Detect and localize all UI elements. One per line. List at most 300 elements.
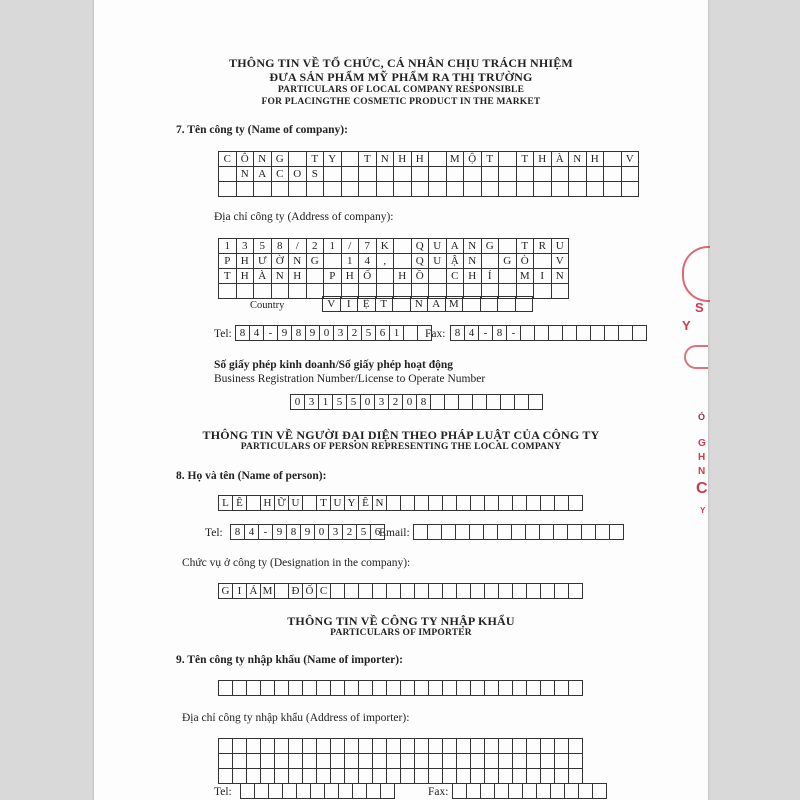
char-box[interactable]: Ệ	[358, 297, 376, 312]
char-box[interactable]: /	[341, 239, 359, 254]
char-box[interactable]	[537, 784, 551, 799]
char-box[interactable]	[387, 739, 401, 754]
char-box[interactable]	[459, 395, 473, 410]
char-box[interactable]	[247, 739, 261, 754]
char-box[interactable]: N	[254, 152, 272, 167]
char-box[interactable]	[373, 681, 387, 696]
char-box[interactable]	[317, 681, 331, 696]
char-box[interactable]	[577, 326, 591, 341]
char-box[interactable]	[516, 167, 534, 182]
char-box[interactable]	[414, 525, 428, 540]
char-box[interactable]	[376, 182, 394, 197]
char-box[interactable]	[289, 769, 303, 784]
char-box[interactable]: Đ	[289, 584, 303, 599]
char-box[interactable]	[591, 326, 605, 341]
char-box[interactable]: P	[219, 254, 237, 269]
char-box[interactable]: C	[271, 167, 289, 182]
char-box[interactable]: Y	[345, 496, 359, 511]
char-box[interactable]	[297, 784, 311, 799]
char-box[interactable]	[233, 754, 247, 769]
char-box[interactable]	[487, 395, 501, 410]
char-box[interactable]	[541, 754, 555, 769]
char-box[interactable]: H	[236, 269, 254, 284]
char-box[interactable]: Ê	[359, 496, 373, 511]
char-box[interactable]: 1	[219, 239, 237, 254]
char-box[interactable]	[303, 754, 317, 769]
char-box[interactable]: Á	[247, 584, 261, 599]
char-box[interactable]	[429, 739, 443, 754]
char-box[interactable]: U	[551, 239, 569, 254]
char-box[interactable]: T	[481, 152, 499, 167]
char-box[interactable]: Ô	[236, 152, 254, 167]
char-box[interactable]: À	[254, 269, 272, 284]
char-box[interactable]	[604, 152, 622, 167]
char-box[interactable]	[621, 167, 639, 182]
char-box[interactable]	[415, 739, 429, 754]
char-box[interactable]: Ộ	[464, 152, 482, 167]
char-box[interactable]	[582, 525, 596, 540]
char-box[interactable]: 5	[347, 395, 361, 410]
char-box[interactable]	[261, 754, 275, 769]
char-box[interactable]	[311, 784, 325, 799]
char-box[interactable]: 0	[403, 395, 417, 410]
char-box[interactable]: U	[289, 496, 303, 511]
char-box[interactable]	[247, 681, 261, 696]
char-box[interactable]	[499, 769, 513, 784]
char-box[interactable]	[485, 739, 499, 754]
char-box[interactable]: A	[428, 297, 446, 312]
importer-tel-grid[interactable]	[240, 783, 395, 799]
char-box[interactable]: G	[499, 254, 517, 269]
char-box[interactable]: 5	[362, 326, 376, 341]
char-box[interactable]	[219, 754, 233, 769]
char-box[interactable]	[401, 496, 415, 511]
char-box[interactable]	[604, 167, 622, 182]
char-box[interactable]	[345, 754, 359, 769]
char-box[interactable]: Ư	[254, 254, 272, 269]
char-box[interactable]	[443, 754, 457, 769]
char-box[interactable]	[411, 182, 429, 197]
char-box[interactable]	[331, 681, 345, 696]
char-box[interactable]	[499, 239, 517, 254]
char-box[interactable]: 8	[493, 326, 507, 341]
char-box[interactable]	[271, 284, 289, 299]
char-box[interactable]	[269, 784, 283, 799]
char-box[interactable]	[481, 167, 499, 182]
char-box[interactable]: N	[376, 152, 394, 167]
char-box[interactable]	[555, 584, 569, 599]
char-box[interactable]: 6	[376, 326, 390, 341]
char-box[interactable]	[499, 182, 517, 197]
char-box[interactable]: C	[446, 269, 464, 284]
char-box[interactable]	[303, 739, 317, 754]
char-box[interactable]	[535, 326, 549, 341]
char-box[interactable]	[569, 769, 583, 784]
char-box[interactable]: H	[586, 152, 604, 167]
char-box[interactable]: T	[219, 269, 237, 284]
char-box[interactable]	[586, 167, 604, 182]
char-box[interactable]	[480, 297, 498, 312]
char-box[interactable]: N	[271, 269, 289, 284]
char-box[interactable]: 9	[301, 525, 315, 540]
char-box[interactable]	[401, 754, 415, 769]
char-box[interactable]	[275, 754, 289, 769]
char-box[interactable]	[373, 584, 387, 599]
char-box[interactable]: U	[429, 254, 447, 269]
char-box[interactable]: Y	[324, 152, 342, 167]
char-box[interactable]: -	[264, 326, 278, 341]
char-box[interactable]	[470, 525, 484, 540]
char-box[interactable]	[429, 496, 443, 511]
char-box[interactable]	[621, 182, 639, 197]
char-box[interactable]	[376, 269, 394, 284]
char-box[interactable]: I	[534, 269, 552, 284]
char-box[interactable]	[387, 754, 401, 769]
char-box[interactable]	[373, 739, 387, 754]
char-box[interactable]: M	[445, 297, 463, 312]
char-box[interactable]	[289, 182, 307, 197]
char-box[interactable]: G	[271, 152, 289, 167]
char-box[interactable]	[527, 769, 541, 784]
char-box[interactable]	[359, 182, 377, 197]
char-box[interactable]: N	[464, 254, 482, 269]
char-box[interactable]	[289, 681, 303, 696]
char-box[interactable]	[303, 496, 317, 511]
char-box[interactable]: 2	[348, 326, 362, 341]
char-box[interactable]	[498, 525, 512, 540]
char-box[interactable]	[527, 739, 541, 754]
char-box[interactable]	[275, 739, 289, 754]
char-box[interactable]	[453, 784, 467, 799]
char-box[interactable]	[513, 769, 527, 784]
char-box[interactable]	[415, 584, 429, 599]
char-box[interactable]	[555, 739, 569, 754]
char-box[interactable]	[289, 754, 303, 769]
char-box[interactable]: /	[289, 239, 307, 254]
char-box[interactable]: Ò	[516, 254, 534, 269]
char-box[interactable]	[289, 152, 307, 167]
char-box[interactable]	[569, 496, 583, 511]
char-box[interactable]: Í	[481, 269, 499, 284]
char-box[interactable]	[254, 182, 272, 197]
char-box[interactable]: Ê	[233, 496, 247, 511]
char-box[interactable]	[499, 269, 517, 284]
company-fax-grid[interactable]	[450, 325, 647, 341]
char-box[interactable]	[394, 239, 412, 254]
char-box[interactable]	[499, 496, 513, 511]
char-box[interactable]	[446, 182, 464, 197]
char-box[interactable]	[345, 681, 359, 696]
char-box[interactable]: 0	[361, 395, 375, 410]
char-box[interactable]	[387, 769, 401, 784]
char-box[interactable]	[324, 182, 342, 197]
char-box[interactable]	[509, 784, 523, 799]
char-box[interactable]	[233, 769, 247, 784]
char-box[interactable]	[443, 584, 457, 599]
char-box[interactable]	[317, 769, 331, 784]
char-box[interactable]	[233, 681, 247, 696]
char-box[interactable]	[485, 769, 499, 784]
char-box[interactable]: T	[359, 152, 377, 167]
char-box[interactable]: A	[254, 167, 272, 182]
char-box[interactable]	[394, 182, 412, 197]
char-box[interactable]	[219, 739, 233, 754]
char-box[interactable]	[317, 754, 331, 769]
char-box[interactable]	[411, 167, 429, 182]
char-box[interactable]	[527, 496, 541, 511]
char-box[interactable]	[247, 496, 261, 511]
char-box[interactable]	[512, 525, 526, 540]
char-box[interactable]	[359, 754, 373, 769]
char-box[interactable]: 1	[390, 326, 404, 341]
char-box[interactable]: N	[289, 254, 307, 269]
char-box[interactable]	[481, 182, 499, 197]
char-box[interactable]	[387, 584, 401, 599]
char-box[interactable]	[633, 326, 647, 341]
char-box[interactable]: M	[446, 152, 464, 167]
company-address-grid[interactable]	[218, 238, 569, 299]
char-box[interactable]	[515, 297, 533, 312]
char-box[interactable]: H	[464, 269, 482, 284]
char-box[interactable]: 4	[359, 254, 377, 269]
char-box[interactable]	[529, 395, 543, 410]
char-box[interactable]	[289, 284, 307, 299]
char-box[interactable]	[604, 182, 622, 197]
char-box[interactable]: 7	[359, 239, 377, 254]
char-box[interactable]	[569, 182, 587, 197]
char-box[interactable]	[401, 739, 415, 754]
char-box[interactable]	[484, 525, 498, 540]
char-box[interactable]	[261, 681, 275, 696]
char-box[interactable]: N	[569, 152, 587, 167]
char-box[interactable]	[555, 769, 569, 784]
char-box[interactable]	[429, 584, 443, 599]
char-box[interactable]	[495, 784, 509, 799]
company-tel-grid[interactable]	[235, 325, 432, 341]
char-box[interactable]	[540, 525, 554, 540]
char-box[interactable]: À	[551, 152, 569, 167]
char-box[interactable]: 9	[278, 326, 292, 341]
char-box[interactable]	[457, 584, 471, 599]
char-box[interactable]	[303, 681, 317, 696]
char-box[interactable]	[499, 152, 517, 167]
char-box[interactable]	[324, 167, 342, 182]
char-box[interactable]: 4	[465, 326, 479, 341]
char-box[interactable]: N	[373, 496, 387, 511]
char-box[interactable]: A	[446, 239, 464, 254]
char-box[interactable]: 2	[343, 525, 357, 540]
company-name-grid[interactable]	[218, 151, 639, 197]
char-box[interactable]: 5	[333, 395, 347, 410]
char-box[interactable]	[317, 739, 331, 754]
char-box[interactable]	[569, 681, 583, 696]
char-box[interactable]: Ờ	[271, 254, 289, 269]
country-grid[interactable]	[322, 296, 533, 312]
char-box[interactable]	[549, 326, 563, 341]
char-box[interactable]: N	[464, 239, 482, 254]
char-box[interactable]	[373, 769, 387, 784]
char-box[interactable]	[471, 739, 485, 754]
char-box[interactable]	[541, 681, 555, 696]
char-box[interactable]	[457, 681, 471, 696]
char-box[interactable]	[289, 739, 303, 754]
char-box[interactable]: V	[621, 152, 639, 167]
char-box[interactable]	[527, 681, 541, 696]
char-box[interactable]	[428, 525, 442, 540]
char-box[interactable]: N	[410, 297, 428, 312]
char-box[interactable]	[387, 496, 401, 511]
char-box[interactable]: 8	[271, 239, 289, 254]
char-box[interactable]: H	[534, 152, 552, 167]
char-box[interactable]	[415, 681, 429, 696]
char-box[interactable]	[596, 525, 610, 540]
char-box[interactable]: 9	[273, 525, 287, 540]
char-box[interactable]: 1	[319, 395, 333, 410]
char-box[interactable]	[443, 681, 457, 696]
char-box[interactable]	[261, 739, 275, 754]
char-box[interactable]	[445, 395, 459, 410]
char-box[interactable]	[541, 739, 555, 754]
char-box[interactable]	[516, 182, 534, 197]
char-box[interactable]	[219, 182, 237, 197]
char-box[interactable]: H	[411, 152, 429, 167]
char-box[interactable]	[457, 754, 471, 769]
char-box[interactable]	[513, 754, 527, 769]
char-box[interactable]: 5	[254, 239, 272, 254]
char-box[interactable]	[324, 254, 342, 269]
char-box[interactable]	[325, 784, 339, 799]
person-email-grid[interactable]	[413, 524, 624, 540]
char-box[interactable]	[513, 739, 527, 754]
char-box[interactable]	[429, 167, 447, 182]
char-box[interactable]	[219, 167, 237, 182]
char-box[interactable]	[429, 754, 443, 769]
char-box[interactable]	[442, 525, 456, 540]
char-box[interactable]	[499, 167, 517, 182]
char-box[interactable]: 3	[305, 395, 319, 410]
char-box[interactable]: 8	[231, 525, 245, 540]
char-box[interactable]: C	[219, 152, 237, 167]
char-box[interactable]: R	[534, 239, 552, 254]
char-box[interactable]	[341, 182, 359, 197]
char-box[interactable]: 0	[291, 395, 305, 410]
char-box[interactable]: T	[516, 239, 534, 254]
char-box[interactable]	[485, 754, 499, 769]
char-box[interactable]	[481, 254, 499, 269]
char-box[interactable]: 4	[250, 326, 264, 341]
license-grid[interactable]	[290, 394, 543, 410]
char-box[interactable]	[387, 681, 401, 696]
char-box[interactable]: P	[324, 269, 342, 284]
char-box[interactable]	[523, 784, 537, 799]
char-box[interactable]	[359, 681, 373, 696]
char-box[interactable]	[464, 167, 482, 182]
char-box[interactable]	[457, 769, 471, 784]
char-box[interactable]	[534, 284, 552, 299]
char-box[interactable]: H	[394, 269, 412, 284]
char-box[interactable]: H	[261, 496, 275, 511]
char-box[interactable]	[526, 525, 540, 540]
char-box[interactable]	[485, 496, 499, 511]
char-box[interactable]: 3	[329, 525, 343, 540]
char-box[interactable]	[429, 269, 447, 284]
char-box[interactable]	[339, 784, 353, 799]
char-box[interactable]	[568, 525, 582, 540]
char-box[interactable]	[534, 182, 552, 197]
char-box[interactable]	[233, 739, 247, 754]
person-name-grid[interactable]	[218, 495, 583, 511]
char-box[interactable]	[367, 784, 381, 799]
char-box[interactable]: T	[306, 152, 324, 167]
char-box[interactable]	[586, 182, 604, 197]
char-box[interactable]	[446, 167, 464, 182]
char-box[interactable]	[485, 681, 499, 696]
char-box[interactable]	[394, 254, 412, 269]
char-box[interactable]: 2	[306, 239, 324, 254]
char-box[interactable]	[443, 496, 457, 511]
char-box[interactable]	[593, 784, 607, 799]
char-box[interactable]	[485, 584, 499, 599]
char-box[interactable]	[401, 681, 415, 696]
char-box[interactable]: Q	[411, 239, 429, 254]
char-box[interactable]: ,	[376, 254, 394, 269]
char-box[interactable]	[541, 584, 555, 599]
char-box[interactable]: 8	[292, 326, 306, 341]
char-box[interactable]	[569, 167, 587, 182]
char-box[interactable]	[404, 326, 418, 341]
char-box[interactable]	[551, 284, 569, 299]
char-box[interactable]: I	[340, 297, 358, 312]
char-box[interactable]	[247, 769, 261, 784]
char-box[interactable]	[473, 395, 487, 410]
char-box[interactable]	[306, 284, 324, 299]
char-box[interactable]: Ố	[359, 269, 377, 284]
char-box[interactable]: I	[233, 584, 247, 599]
char-box[interactable]	[353, 784, 367, 799]
char-box[interactable]	[241, 784, 255, 799]
char-box[interactable]: 1	[324, 239, 342, 254]
char-box[interactable]: T	[375, 297, 393, 312]
char-box[interactable]	[415, 754, 429, 769]
char-box[interactable]	[499, 681, 513, 696]
importer-fax-grid[interactable]	[452, 783, 607, 799]
designation-grid[interactable]	[218, 583, 583, 599]
char-box[interactable]	[345, 769, 359, 784]
char-box[interactable]: 8	[287, 525, 301, 540]
char-box[interactable]: 9	[306, 326, 320, 341]
char-box[interactable]	[236, 284, 254, 299]
char-box[interactable]	[471, 496, 485, 511]
char-box[interactable]	[471, 584, 485, 599]
char-box[interactable]	[554, 525, 568, 540]
char-box[interactable]	[555, 754, 569, 769]
char-box[interactable]	[345, 584, 359, 599]
char-box[interactable]	[521, 326, 535, 341]
char-box[interactable]: -	[479, 326, 493, 341]
char-box[interactable]	[499, 584, 513, 599]
char-box[interactable]: 3	[236, 239, 254, 254]
char-box[interactable]	[515, 395, 529, 410]
char-box[interactable]	[551, 167, 569, 182]
char-box[interactable]: 8	[236, 326, 250, 341]
char-box[interactable]	[381, 784, 395, 799]
importer-name-grid[interactable]	[218, 680, 583, 696]
char-box[interactable]	[261, 769, 275, 784]
char-box[interactable]	[429, 152, 447, 167]
char-box[interactable]	[331, 584, 345, 599]
char-box[interactable]	[579, 784, 593, 799]
char-box[interactable]	[569, 754, 583, 769]
